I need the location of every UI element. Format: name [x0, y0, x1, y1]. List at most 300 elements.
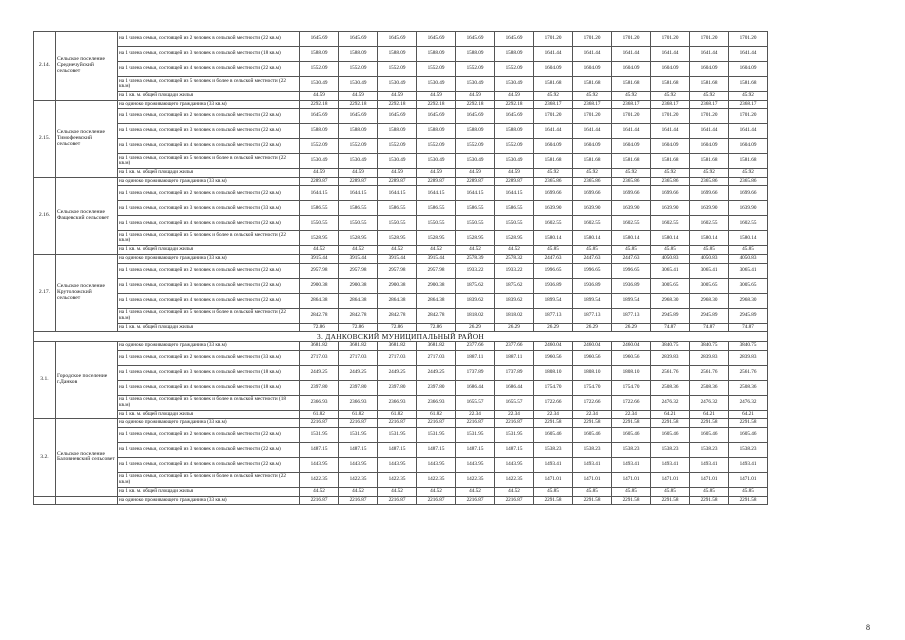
- value-cell: 1602.55: [612, 216, 651, 231]
- value-cell: 44.59: [300, 92, 339, 101]
- value-cell: 2900.38: [378, 278, 417, 293]
- value-cell: 2397.80: [339, 380, 378, 395]
- table-row: [34, 323, 768, 332]
- value-cell: 2291.58: [573, 419, 612, 428]
- value-cell: 1701.20: [534, 109, 573, 124]
- value-cell: 61.82: [300, 410, 339, 419]
- value-cell: 1580.14: [534, 231, 573, 246]
- value-cell: 2365.86: [534, 177, 573, 186]
- row-label-text: на 1 члена семьи, состоящей из 3 человек в сельской местности: [119, 446, 260, 453]
- row-label: [118, 109, 300, 124]
- value-cell: 1588.09: [300, 124, 339, 139]
- row-label-unit: (22 кв.м): [261, 219, 281, 226]
- value-cell: 3681.82: [417, 342, 456, 351]
- value-cell: 2216.87: [300, 496, 339, 505]
- value-cell: 1699.66: [573, 186, 612, 201]
- row-label-unit: (22 кв.м): [261, 127, 281, 134]
- row-label: [118, 263, 300, 278]
- value-cell: 1581.68: [612, 77, 651, 92]
- row-label-text: на 1 члена семьи, состоящей из 4 человек в сельской местности: [119, 461, 260, 468]
- value-cell: 45.92: [729, 92, 768, 101]
- value-cell: 1644.15: [417, 186, 456, 201]
- row-label: [118, 278, 300, 293]
- value-cell: 1737.89: [495, 365, 534, 380]
- settlement-name: Сельское поселение Среднечуйский сельсовет: [56, 32, 118, 101]
- row-label-text: на 1 члена семьи, состоящей из 3 человек в сельской местности: [119, 369, 260, 376]
- value-cell: 2291.58: [651, 419, 690, 428]
- value-cell: 2216.87: [339, 419, 378, 428]
- value-cell: 1875.62: [495, 278, 534, 293]
- value-cell: 2968.30: [690, 293, 729, 308]
- value-cell: 4050.83: [690, 254, 729, 263]
- value-cell: 2291.58: [534, 496, 573, 505]
- value-cell: 1644.15: [300, 186, 339, 201]
- value-cell: 1552.09: [495, 139, 534, 154]
- value-cell: 1701.20: [573, 109, 612, 124]
- value-cell: 1645.69: [495, 32, 534, 47]
- value-cell: 1550.55: [378, 216, 417, 231]
- value-cell: 1737.89: [456, 365, 495, 380]
- table-row: [34, 177, 768, 186]
- value-cell: 2717.03: [339, 350, 378, 365]
- value-cell: 1581.68: [534, 77, 573, 92]
- value-cell: 1818.02: [495, 308, 534, 323]
- settlement-name: Сельское поселение Крутоложский сельсовет: [56, 254, 118, 331]
- row-label-text: на 1 члена семьи, состоящей из 5 человек и более в сельской местности: [119, 396, 278, 403]
- value-cell: 1996.65: [573, 263, 612, 278]
- value-cell: 1605.46: [573, 427, 612, 442]
- value-cell: 1528.95: [339, 231, 378, 246]
- value-cell: 1550.55: [456, 216, 495, 231]
- value-cell: 45.85: [651, 487, 690, 496]
- value-cell: 44.52: [378, 487, 417, 496]
- value-cell: 1996.65: [612, 263, 651, 278]
- value-cell: 1604.09: [690, 139, 729, 154]
- table-row: [34, 246, 768, 255]
- value-cell: 2476.32: [729, 395, 768, 410]
- value-cell: 1422.35: [339, 472, 378, 487]
- row-label: [118, 201, 300, 216]
- value-cell: 2291.58: [612, 496, 651, 505]
- value-cell: 1604.09: [573, 62, 612, 77]
- value-cell: 72.86: [300, 323, 339, 332]
- value-cell: 2216.87: [495, 419, 534, 428]
- value-cell: 1487.15: [300, 442, 339, 457]
- row-label-unit: (33 кв.м): [261, 204, 281, 211]
- value-cell: 2216.87: [417, 496, 456, 505]
- value-cell: 1602.55: [651, 216, 690, 231]
- value-cell: 1701.20: [612, 32, 651, 47]
- value-cell: 1645.69: [300, 109, 339, 124]
- table-row: [34, 410, 768, 419]
- value-cell: 1604.09: [729, 62, 768, 77]
- row-label-unit: (22 кв.м): [261, 35, 281, 42]
- value-cell: 2864.38: [417, 293, 456, 308]
- value-cell: 45.92: [612, 92, 651, 101]
- value-cell: 1550.55: [417, 216, 456, 231]
- value-cell: 2365.86: [573, 177, 612, 186]
- value-cell: 1487.15: [339, 442, 378, 457]
- value-cell: 2957.98: [378, 263, 417, 278]
- row-label-text: на 1 члена семьи, состоящей из 4 человек в сельской местности: [119, 384, 260, 391]
- table-row: [34, 100, 768, 109]
- table-row: [34, 457, 768, 472]
- value-cell: 2291.58: [573, 496, 612, 505]
- row-label-unit: (22 кв.м): [119, 231, 286, 244]
- value-cell: 2368.17: [573, 100, 612, 109]
- value-cell: 1604.09: [651, 62, 690, 77]
- settlement-name: Сельское поселение Баловневский сельсовет: [56, 419, 118, 496]
- value-cell: 1645.69: [378, 109, 417, 124]
- value-cell: 1936.89: [612, 278, 651, 293]
- row-label: [118, 442, 300, 457]
- value-cell: 44.59: [339, 92, 378, 101]
- value-cell: 1586.55: [378, 201, 417, 216]
- value-cell: 61.82: [417, 410, 456, 419]
- value-cell: 1641.44: [573, 47, 612, 62]
- value-cell: 2289.87: [378, 177, 417, 186]
- value-cell: 1530.49: [378, 77, 417, 92]
- value-cell: 1808.10: [534, 365, 573, 380]
- value-cell: 1722.66: [612, 395, 651, 410]
- value-cell: 44.59: [378, 169, 417, 178]
- value-cell: 3005.65: [729, 278, 768, 293]
- table-row: [34, 154, 768, 169]
- value-cell: 1552.09: [300, 62, 339, 77]
- value-cell: 1641.44: [612, 47, 651, 62]
- value-cell: 2292.18: [417, 100, 456, 109]
- value-cell: 2508.36: [651, 380, 690, 395]
- value-cell: 1443.95: [417, 457, 456, 472]
- value-cell: 2578.32: [495, 254, 534, 263]
- value-cell: 26.29: [456, 323, 495, 332]
- value-cell: 1641.44: [729, 47, 768, 62]
- row-label: [118, 410, 300, 419]
- value-cell: 1877.13: [534, 308, 573, 323]
- value-cell: 1580.14: [690, 231, 729, 246]
- value-cell: 1605.46: [729, 427, 768, 442]
- row-label: [118, 216, 300, 231]
- value-cell: 1530.49: [456, 77, 495, 92]
- table-row: [34, 487, 768, 496]
- value-cell: 1933.22: [456, 263, 495, 278]
- value-cell: 1552.09: [378, 139, 417, 154]
- table-row: [34, 427, 768, 442]
- value-cell: 45.85: [573, 487, 612, 496]
- value-cell: 3915.44: [417, 254, 456, 263]
- row-label-unit: (22 кв.м): [261, 65, 281, 72]
- value-cell: 2449.25: [417, 365, 456, 380]
- value-cell: 1655.57: [495, 395, 534, 410]
- table-row: [34, 186, 768, 201]
- value-cell: 61.82: [339, 410, 378, 419]
- value-cell: 2289.87: [339, 177, 378, 186]
- value-cell: 1528.95: [378, 231, 417, 246]
- row-label-unit: (22 кв.м): [261, 142, 281, 149]
- value-cell: 1839.62: [495, 293, 534, 308]
- value-cell: 1588.09: [495, 124, 534, 139]
- table-row: [34, 365, 768, 380]
- table-row: [34, 231, 768, 246]
- value-cell: 2291.58: [534, 419, 573, 428]
- value-cell: 22.34: [534, 410, 573, 419]
- row-label-text: на 1 члена семьи, состоящей из 2 человек в сельской местности: [119, 35, 260, 42]
- value-cell: 2397.80: [300, 380, 339, 395]
- value-cell: 1645.69: [339, 109, 378, 124]
- value-cell: 1960.56: [612, 350, 651, 365]
- value-cell: 1899.54: [573, 293, 612, 308]
- value-cell: 45.85: [690, 487, 729, 496]
- value-cell: 1581.68: [612, 154, 651, 169]
- value-cell: 1877.13: [612, 308, 651, 323]
- settlement-code: 2.16.: [34, 177, 56, 254]
- value-cell: 45.85: [534, 487, 573, 496]
- value-cell: 1538.23: [651, 442, 690, 457]
- value-cell: 45.92: [534, 92, 573, 101]
- value-cell: 1996.65: [534, 263, 573, 278]
- value-cell: 1641.44: [534, 124, 573, 139]
- table-row: [34, 472, 768, 487]
- row-label: [118, 365, 300, 380]
- row-label: [118, 186, 300, 201]
- value-cell: 1586.55: [417, 201, 456, 216]
- value-cell: 2291.58: [729, 496, 768, 505]
- value-cell: 3915.44: [378, 254, 417, 263]
- value-cell: 1839.62: [456, 293, 495, 308]
- value-cell: 2449.25: [300, 365, 339, 380]
- row-label: [118, 100, 300, 109]
- value-cell: 44.59: [300, 169, 339, 178]
- table-row: [34, 32, 768, 47]
- row-label-text: на одиноко проживающего гражданина (33 кв.м): [119, 100, 227, 107]
- value-cell: 1699.66: [612, 186, 651, 201]
- value-cell: 1552.09: [456, 139, 495, 154]
- value-cell: 1471.01: [729, 472, 768, 487]
- row-label: [118, 496, 300, 505]
- value-cell: 2366.93: [300, 395, 339, 410]
- value-cell: 1471.01: [573, 472, 612, 487]
- row-label-text: на 1 члена семьи, состоящей из 3 человек в сельской местности: [119, 281, 260, 288]
- value-cell: 22.34: [612, 410, 651, 419]
- table-row: [34, 124, 768, 139]
- value-cell: 1639.90: [573, 201, 612, 216]
- value-cell: 2945.89: [729, 308, 768, 323]
- settlement-code: 2.14.: [34, 32, 56, 101]
- value-cell: 1644.15: [456, 186, 495, 201]
- value-cell: 3065.41: [729, 263, 768, 278]
- value-cell: 45.85: [729, 246, 768, 255]
- value-cell: 1699.66: [690, 186, 729, 201]
- value-cell: 2561.76: [690, 365, 729, 380]
- value-cell: 1701.20: [729, 32, 768, 47]
- value-cell: 45.85: [690, 246, 729, 255]
- row-label-text: на 1 члена семьи, состоящей из 5 человек и более в сельской местности: [119, 473, 278, 480]
- value-cell: 2216.87: [417, 419, 456, 428]
- settlement-code: 2.15.: [34, 100, 56, 177]
- section-title: 3. ДАНКОВСКИЙ МУНИЦИПАЛЬНЫЙ РАЙОН: [34, 332, 768, 342]
- value-cell: 74.87: [651, 323, 690, 332]
- value-cell: 1443.95: [378, 457, 417, 472]
- value-cell: 2368.17: [612, 100, 651, 109]
- value-cell: 1538.23: [690, 442, 729, 457]
- table-row: [34, 109, 768, 124]
- value-cell: 1422.35: [378, 472, 417, 487]
- value-cell: 2864.38: [339, 293, 378, 308]
- value-cell: 2864.38: [378, 293, 417, 308]
- value-cell: 2291.58: [612, 419, 651, 428]
- value-cell: 3005.65: [690, 278, 729, 293]
- value-cell: 2561.76: [729, 365, 768, 380]
- value-cell: 2291.58: [729, 419, 768, 428]
- value-cell: 2292.18: [378, 100, 417, 109]
- value-cell: 45.92: [729, 169, 768, 178]
- value-cell: 1538.23: [729, 442, 768, 457]
- value-cell: 2292.18: [495, 100, 534, 109]
- value-cell: 45.92: [534, 169, 573, 178]
- row-label-text: на 1 члена семьи, состоящей из 4 человек в сельской местности: [119, 65, 260, 72]
- value-cell: 1580.14: [573, 231, 612, 246]
- value-cell: 1580.14: [612, 231, 651, 246]
- value-cell: 1641.44: [651, 47, 690, 62]
- value-cell: 72.86: [417, 323, 456, 332]
- value-cell: 2291.58: [690, 496, 729, 505]
- value-cell: 1699.66: [651, 186, 690, 201]
- value-cell: 2900.38: [417, 278, 456, 293]
- value-cell: 2842.78: [417, 308, 456, 323]
- value-cell: 2291.58: [690, 419, 729, 428]
- row-label-unit: (22 кв.м): [119, 154, 286, 167]
- value-cell: 44.52: [456, 487, 495, 496]
- value-cell: 1604.09: [612, 139, 651, 154]
- value-cell: 1604.09: [690, 62, 729, 77]
- row-label-unit: (18 кв.м): [261, 369, 281, 376]
- page-number: 8: [866, 623, 870, 632]
- value-cell: 1818.02: [456, 308, 495, 323]
- value-cell: 1552.09: [339, 139, 378, 154]
- table-row: [34, 308, 768, 323]
- value-cell: 1493.41: [573, 457, 612, 472]
- row-label-text: на 1 кв. м. общей площади жилья: [119, 246, 193, 253]
- value-cell: 1686.44: [495, 380, 534, 395]
- value-cell: 2945.89: [651, 308, 690, 323]
- value-cell: 1586.55: [300, 201, 339, 216]
- value-cell: 3840.75: [651, 342, 690, 351]
- value-cell: 1588.09: [417, 47, 456, 62]
- table-row: [34, 293, 768, 308]
- settlement-code: 3.2.: [34, 419, 56, 496]
- value-cell: 74.87: [690, 323, 729, 332]
- row-label-unit: (22 кв.м): [119, 309, 286, 321]
- value-cell: 61.82: [378, 410, 417, 419]
- value-cell: 1754.70: [612, 380, 651, 395]
- value-cell: 1528.95: [300, 231, 339, 246]
- value-cell: 2216.87: [456, 496, 495, 505]
- settlement-code: 3.1.: [34, 342, 56, 419]
- value-cell: 1686.44: [456, 380, 495, 395]
- value-cell: 2365.86: [612, 177, 651, 186]
- value-cell: 2366.93: [378, 395, 417, 410]
- value-cell: 1604.09: [612, 62, 651, 77]
- value-cell: 1422.35: [456, 472, 495, 487]
- value-cell: 2508.36: [729, 380, 768, 395]
- value-cell: 2216.87: [339, 496, 378, 505]
- value-cell: 2460.04: [573, 342, 612, 351]
- value-cell: 1808.10: [573, 365, 612, 380]
- row-label: [118, 254, 300, 263]
- value-cell: 1588.09: [495, 47, 534, 62]
- value-cell: 2957.98: [300, 263, 339, 278]
- tariff-table: [33, 31, 768, 505]
- value-cell: 1588.09: [456, 47, 495, 62]
- row-label-unit: (22 кв.м): [261, 281, 281, 288]
- value-cell: 1875.62: [456, 278, 495, 293]
- value-cell: 45.92: [612, 169, 651, 178]
- value-cell: 44.52: [495, 487, 534, 496]
- value-cell: 1960.56: [534, 350, 573, 365]
- row-label-text: на 1 кв. м. общей площади жилья: [119, 410, 193, 417]
- value-cell: 1701.20: [690, 109, 729, 124]
- value-cell: 1552.09: [300, 139, 339, 154]
- value-cell: 1722.66: [534, 395, 573, 410]
- value-cell: 1645.69: [300, 32, 339, 47]
- settlement-name: [56, 496, 118, 505]
- table-row: [34, 419, 768, 428]
- value-cell: 1538.23: [573, 442, 612, 457]
- row-label-text: на 1 члена семьи, состоящей из 5 человек и более в сельской местности: [119, 77, 278, 84]
- value-cell: 1471.01: [690, 472, 729, 487]
- value-cell: 1605.46: [612, 427, 651, 442]
- value-cell: 2289.87: [300, 177, 339, 186]
- value-cell: 2368.17: [690, 100, 729, 109]
- value-cell: 45.92: [690, 92, 729, 101]
- value-cell: 2864.38: [300, 293, 339, 308]
- value-cell: 1580.14: [729, 231, 768, 246]
- row-label-unit: (22 кв.м): [261, 296, 281, 303]
- value-cell: 2447.63: [534, 254, 573, 263]
- value-cell: 1588.09: [378, 124, 417, 139]
- value-cell: 3681.82: [300, 342, 339, 351]
- value-cell: 1552.09: [417, 62, 456, 77]
- value-cell: 1701.20: [651, 109, 690, 124]
- value-cell: 1581.68: [729, 154, 768, 169]
- value-cell: 1701.20: [612, 109, 651, 124]
- value-cell: 1471.01: [534, 472, 573, 487]
- value-cell: 3065.41: [651, 263, 690, 278]
- value-cell: 2366.93: [417, 395, 456, 410]
- value-cell: 1602.55: [534, 216, 573, 231]
- value-cell: 1960.56: [573, 350, 612, 365]
- value-cell: 2717.03: [378, 350, 417, 365]
- value-cell: 45.85: [573, 246, 612, 255]
- value-cell: 2842.78: [378, 308, 417, 323]
- value-cell: 1887.11: [456, 350, 495, 365]
- row-label-text: на 1 члена семьи, состоящей из 5 человек и более в сельской местности: [119, 309, 278, 316]
- value-cell: 2366.93: [339, 395, 378, 410]
- row-label-text: на 1 члена семьи, состоящей из 4 человек в сельской местности: [119, 219, 260, 226]
- value-cell: 2717.03: [300, 350, 339, 365]
- section-header-row: [34, 332, 768, 342]
- row-label: [118, 427, 300, 442]
- row-label: [118, 308, 300, 323]
- row-label: [118, 293, 300, 308]
- value-cell: 1936.89: [573, 278, 612, 293]
- value-cell: 44.52: [300, 487, 339, 496]
- row-label: [118, 395, 300, 410]
- row-label-text: на одиноко проживающего гражданина (33 кв.м): [119, 496, 227, 503]
- value-cell: 1604.09: [534, 139, 573, 154]
- value-cell: 1722.66: [573, 395, 612, 410]
- value-cell: 1588.09: [378, 47, 417, 62]
